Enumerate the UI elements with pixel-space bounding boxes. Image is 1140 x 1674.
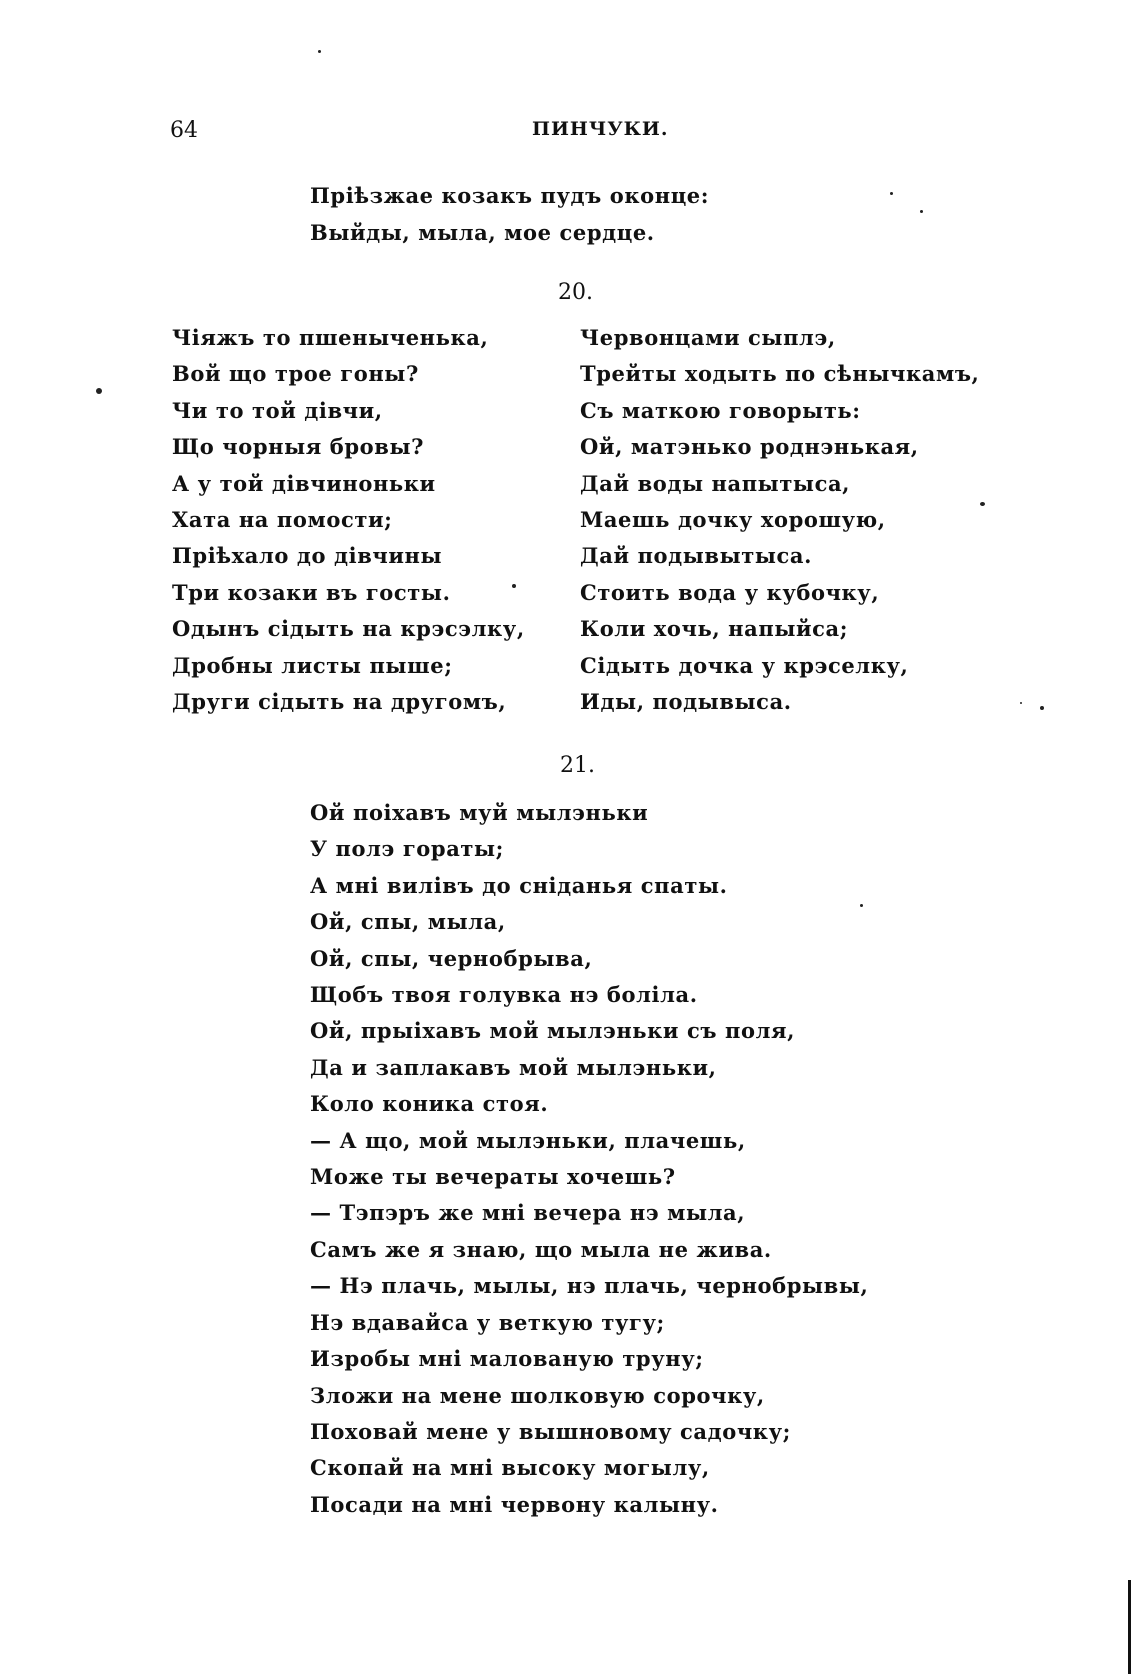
verse-line: Вой що трое гоны? [172,361,419,387]
song-number-21: 21. [560,753,595,778]
intro-verse [310,178,709,251]
scan-speck [1040,706,1044,710]
scan-speck [860,904,863,907]
scan-speck [1020,702,1022,704]
verse-line: Да и заплакавъ мой мылэньки, [310,1054,717,1080]
verse-line: Червонцами сыплэ, [580,325,836,350]
page-header [170,118,1020,148]
verse-line: Маешь дочку хорошую, [580,507,886,533]
verse-line: Може ты вечераты хочешь? [310,1164,676,1190]
verse-line: — Нэ плачь, мылы, нэ плачь, чернобрывы, [310,1273,869,1299]
scan-speck [890,192,893,195]
verse-line: Прiѣхало до дiвчины [172,543,443,569]
verse-line: А у той дiвчиноньки [172,470,436,496]
verse-line: Ой поiхавъ муй мылэньки [310,800,649,825]
verse-line: Ой, спы, чернобрыва, [310,945,593,971]
verse-line: Хата на помости; [172,507,393,533]
song-number-20: 20. [558,280,593,305]
verse-line: Поховай мене у вышновому садочку; [310,1418,791,1444]
verse-line: Посади на мнi червону калыну. [310,1491,719,1517]
verse-line: Ой, спы, мыла, [310,909,506,935]
scan-speck [318,50,321,53]
verse-line: Дай воды напытыса, [580,470,851,496]
running-title: ПИНЧУКИ. [532,118,669,140]
verse-line: Що чорныя бровы? [172,434,425,460]
verse-line: Трейты ходыть по сѣнычкамъ, [580,361,980,387]
verse-line: Ой, прыiхавъ мой мылэньки съ поля, [310,1018,796,1044]
verse-line: Самъ же я знаю, що мыла не жива. [310,1236,772,1262]
verse-line: Стоить вода у кубочку, [580,579,880,605]
page-number: 64 [170,118,198,143]
scan-speck [920,210,923,213]
song-20-left-column [172,320,525,720]
verse-line: Иды, подывыса. [580,689,792,715]
verse-line: Коли хочь, напыйса; [580,616,849,642]
verse-line: Дробны листы пыше; [172,652,453,678]
verse-line: Други сiдыть на другомъ, [172,689,507,715]
verse-line: Съ маткою говорыть: [580,397,861,423]
scan-speck [980,502,985,506]
scan-speck [512,584,516,588]
verse-line: Прiѣзжае козакъ пудъ оконце: [310,183,710,208]
verse-line: — Тэпэръ же мнi вечера нэ мыла, [310,1200,746,1226]
verse-line: Дай подывытыса. [580,543,813,569]
verse-line: Скопай на мнi высоку могылу, [310,1455,710,1481]
verse-line: Коло коника стоя. [310,1091,549,1117]
song-21-verses [310,795,868,1523]
verse-line: Чiяжъ то пшеныченька, [172,325,489,350]
verse-line: Чи то той дiвчи, [172,397,383,423]
verse-line: А мнi вилiвъ до снiданья спаты. [310,872,728,898]
verse-line: У полэ гораты; [310,836,505,862]
verse-line: Щобъ твоя голувка нэ болiла. [310,982,698,1008]
verse-line: Выйды, мыла, мое сердце. [310,219,655,245]
song-20-right-column [580,320,979,720]
verse-line: Три козаки въ госты. [172,579,451,605]
verse-line: Нэ вдавайса у веткую тугу; [310,1309,665,1335]
verse-line: Зложи на мене шолковую сорочку, [310,1382,765,1408]
verse-line: Одынъ сiдыть на крэсэлку, [172,616,525,642]
scan-speck [96,388,102,394]
verse-line: Ой, матэнько роднэнькая, [580,434,919,460]
verse-line: Сiдыть дочка у крэселку, [580,652,909,678]
verse-line: Изробы мнi малованую труну; [310,1346,704,1372]
scan-edge-mark [1128,1580,1131,1674]
verse-line: — А що, мой мылэньки, плачешь, [310,1127,746,1153]
